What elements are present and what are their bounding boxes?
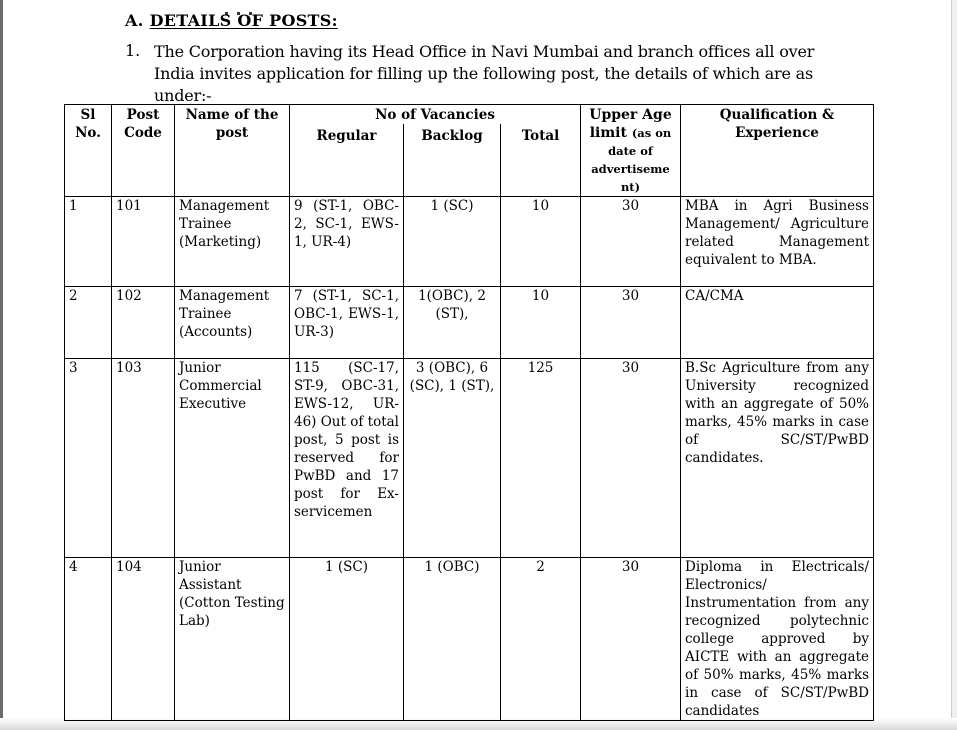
cell-sl: 1: [65, 197, 112, 287]
paragraph-number: 1.: [125, 41, 141, 60]
cell-age: 30: [581, 197, 681, 287]
clipped-previous-line: [225, 0, 285, 3]
cell-backlog: 1 (OBC): [404, 558, 501, 721]
cell-post-name: Junior Commercial Executive: [175, 359, 290, 558]
cell-age: 30: [581, 558, 681, 721]
cell-backlog: 1 (SC): [404, 197, 501, 287]
cell-sl: 4: [65, 558, 112, 721]
header-qualification: Qualification & Experience: [681, 105, 874, 197]
cell-post-code: 102: [112, 287, 175, 359]
table-row: [65, 558, 874, 721]
table-row: [65, 197, 874, 287]
header-backlog: Backlog: [404, 124, 501, 197]
intro-paragraph: The Corporation having its Head Office in Navi Mumbai and branch offices all over India invites application for filling up the following post, the details of which are as under:-: [154, 42, 815, 105]
cell-post-name: Management Trainee (Accounts): [175, 287, 290, 359]
cell-qualification: B.Sc Agriculture from any University recognized with an aggregate of 50% marks, 45% marks in case of SC/ST/PwBD candidates.: [681, 359, 874, 558]
cell-post-code: 103: [112, 359, 175, 558]
cell-sl: 3: [65, 359, 112, 558]
cell-post-code: 101: [112, 197, 175, 287]
header-post-code: Post Code: [112, 105, 175, 197]
cell-total: 10: [501, 197, 581, 287]
cell-backlog: 3 (OBC), 6 (SC), 1 (ST),: [404, 359, 501, 558]
cell-post-name: Junior Assistant (Cotton Testing Lab): [175, 558, 290, 721]
cell-post-code: 104: [112, 558, 175, 721]
cell-regular: 9 (ST-1, OBC-2, SC-1, EWS-1, UR-4): [290, 197, 404, 287]
cell-age: 30: [581, 359, 681, 558]
table-row: [65, 287, 874, 359]
header-regular: Regular: [290, 124, 404, 197]
header-total: Total: [501, 124, 581, 197]
header-name-of-post: Name of the post: [175, 105, 290, 197]
header-sl-no: Sl No.: [65, 105, 112, 197]
cell-qualification: CA/CMA: [681, 287, 874, 359]
cell-regular: 1 (SC): [290, 558, 404, 721]
cell-age: 30: [581, 287, 681, 359]
section-number: A.: [125, 11, 144, 30]
cell-post-name: Management Trainee (Marketing): [175, 197, 290, 287]
cell-regular: 7 (ST-1, SC-1, OBC-1, EWS-1, UR-3): [290, 287, 404, 359]
cell-total: 10: [501, 287, 581, 359]
cell-total: 2: [501, 558, 581, 721]
cell-regular: 115 (SC-17, ST-9, OBC-31, EWS-12, UR-46) Out of total post, 5 post is reserved for PwBD and 17 post for Ex-servicemen: [290, 359, 404, 558]
cell-backlog: 1(OBC), 2 (ST),: [404, 287, 501, 359]
viewer-left-edge: [0, 0, 3, 730]
header-upper-age: [581, 105, 681, 197]
cell-total: 125: [501, 359, 581, 558]
cell-sl: 2: [65, 287, 112, 359]
table-row: [65, 359, 874, 558]
header-upper-age-label: Upper Age limit: [589, 107, 672, 141]
header-no-of-vacancies: No of Vacancies: [290, 105, 581, 125]
section-title: DETAILS OF POSTS:: [149, 11, 338, 30]
header-upper-age-note: (as on date of advertiseme nt): [591, 126, 672, 194]
posts-table: [64, 104, 874, 721]
table-header-row: [65, 105, 874, 125]
viewer-scrollbar-track[interactable]: [951, 0, 957, 730]
section-heading: [125, 11, 338, 30]
cell-qualification: Diploma in Electricals/ Electronics/ Instrumentation from any recognized polytechnic college approved by AICTE with an aggregate of 50% marks, 45% marks in case of SC/ST/PwBD candidates: [681, 558, 874, 721]
cell-qualification: MBA in Agri Business Management/ Agriculture related Management equivalent to MBA.: [681, 197, 874, 287]
